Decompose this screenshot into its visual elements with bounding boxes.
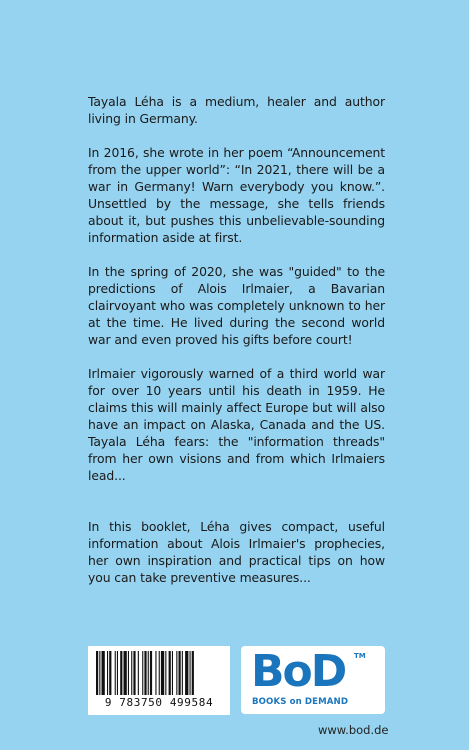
blurb-paragraph-4: Irlmaier vigorously warned of a third world war for over 10 years until his death in 1959. He claims this will mainly affect Europe but will also have an impact on Alaska, Canada and the US. Tayala Léha fears: the "information threads" from her own visions and from which Irlmaiers lead... [88, 366, 385, 483]
isbn-barcode [88, 646, 230, 715]
blurb-paragraph-2: In 2016, she wrote in her poem “Announcement from the upper world”: “In 2021, there will be a war in Germany! Warn everybody you know.”. Unsettled by the message, she tells friends about it, but pushes this unbelievable-sounding information aside at first. [88, 145, 385, 245]
isbn-number: 9 783750 499584 [104, 696, 214, 709]
back-cover-blurb [88, 93, 385, 603]
bod-wordmark: BoD [251, 646, 346, 697]
blurb-paragraph-1: Tayala Léha is a medium, healer and author living in Germany. [88, 94, 385, 126]
publisher-logo [241, 646, 385, 714]
blurb-paragraph-5: In this booklet, Léha gives compact, useful information about Alois Irlmaier's prophecies, her own inspiration and practical tips on how you can take preventive measures... [88, 519, 385, 585]
blurb-paragraph-3: In the spring of 2020, she was "guided" to the predictions of Alois Irlmaier, a Bavarian clairvoyant who was completely unknown to her at the time. He lived during the second world war and even proved his gifts before court! [88, 264, 385, 347]
trademark-mark: TM [354, 652, 366, 660]
publisher-tagline: BOOKS on DEMAND [252, 697, 349, 707]
publisher-website: www.bod.de [318, 723, 389, 737]
barcode-bars [94, 651, 224, 697]
